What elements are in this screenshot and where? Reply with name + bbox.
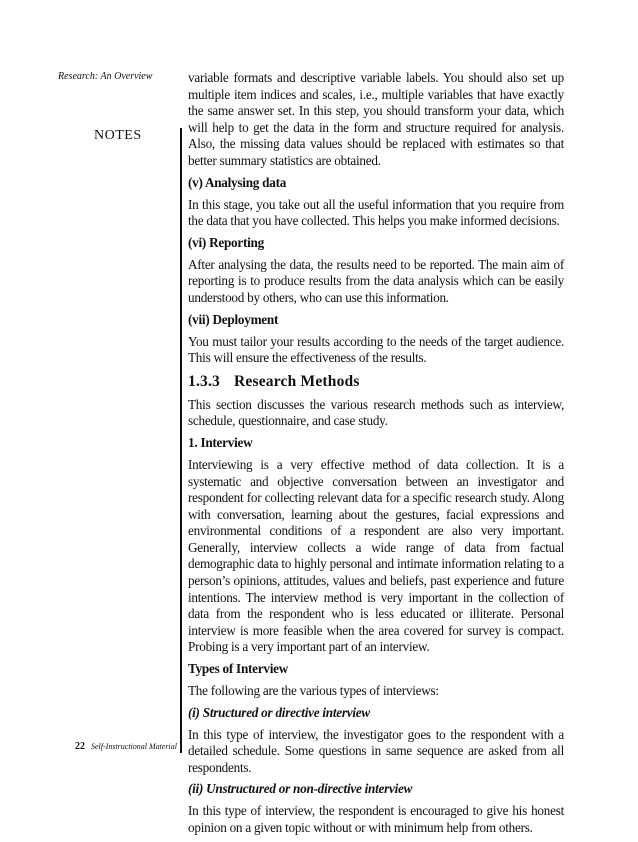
page-footer: [75, 741, 177, 753]
section-heading-research-methods: [188, 372, 564, 391]
paragraph-research-methods: This section discusses the various research methods such as interview, schedule, questionnaire, and case study.: [188, 396, 564, 429]
running-header: Research: An Overview: [58, 71, 153, 82]
section-title: Research Methods: [234, 372, 360, 390]
paragraph-reporting: After analysing the data, the results need to be reported. The main aim of reporting is to produce results from the data analysis which can be easily understood by others, who can use this information.: [188, 256, 564, 305]
margin-rule: [180, 128, 182, 753]
heading-deployment: (vii) Deployment: [188, 311, 279, 327]
section-number: 1.3.3: [188, 372, 220, 390]
heading-reporting: (vi) Reporting: [188, 234, 264, 250]
paragraph-structured-interview: In this type of interview, the investigator goes to the respondent with a detailed schedule. Some questions in same sequence are asked from all respondents.: [188, 726, 564, 775]
heading-interview: 1. Interview: [188, 434, 253, 450]
paragraph-types-of-interview: The following are the various types of interviews:: [188, 683, 439, 699]
paragraph-analysing-data: In this stage, you take out all the useful information that you require from the data that you have collected. This helps you make informed decisions.: [188, 196, 564, 229]
footer-label: Self-Instructional Material: [91, 742, 177, 751]
heading-types-of-interview: Types of Interview: [188, 661, 289, 677]
heading-analysing-data: (v) Analysing data: [188, 174, 287, 190]
paragraph-interview: Interviewing is a very effective method of data collection. It is a systematic and objective conversation between an investigator and respondent for collecting relevant data for a specific research study. Along with conversation, learning about the gestures, facial expressions and environmental conditions of a respondent are also very important. Generally, interview collects a wide range of data from factual demographic data to highly personal and intimate information relating to a person’s opinions, attitudes, values and beliefs, past experience and future intentions. The interview method is very important in the collection of data from the respondent who is less educated or illiterate. Personal interview is more feasible when the area covered for survey is compact. Probing is a very important part of an interview.: [188, 456, 564, 655]
main-content: [188, 70, 564, 842]
paragraph-deployment: You must tailor your results according to the needs of the target audience. This will ensure the effectiveness of the results.: [188, 333, 564, 366]
notes-label: NOTES: [94, 128, 142, 143]
paragraph-intro: variable formats and descriptive variable labels. You should also set up multiple item indices and scales, i.e., multiple variables that have exactly the same answer set. In this step, you should transform your data, which will help to get the data in the form and structure required for analysis. Also, the missing data values should be replaced with estimates so that better summary statistics are obtained.: [188, 70, 564, 168]
page-number: 22: [75, 741, 85, 752]
paragraph-unstructured-interview: In this type of interview, the respondent is encouraged to give his honest opinion on a given topic without or with minimum help from others.: [188, 803, 564, 835]
heading-structured-interview: (i) Structured or directive interview: [188, 704, 370, 720]
heading-unstructured-interview: (ii) Unstructured or non-directive interview: [188, 781, 413, 797]
